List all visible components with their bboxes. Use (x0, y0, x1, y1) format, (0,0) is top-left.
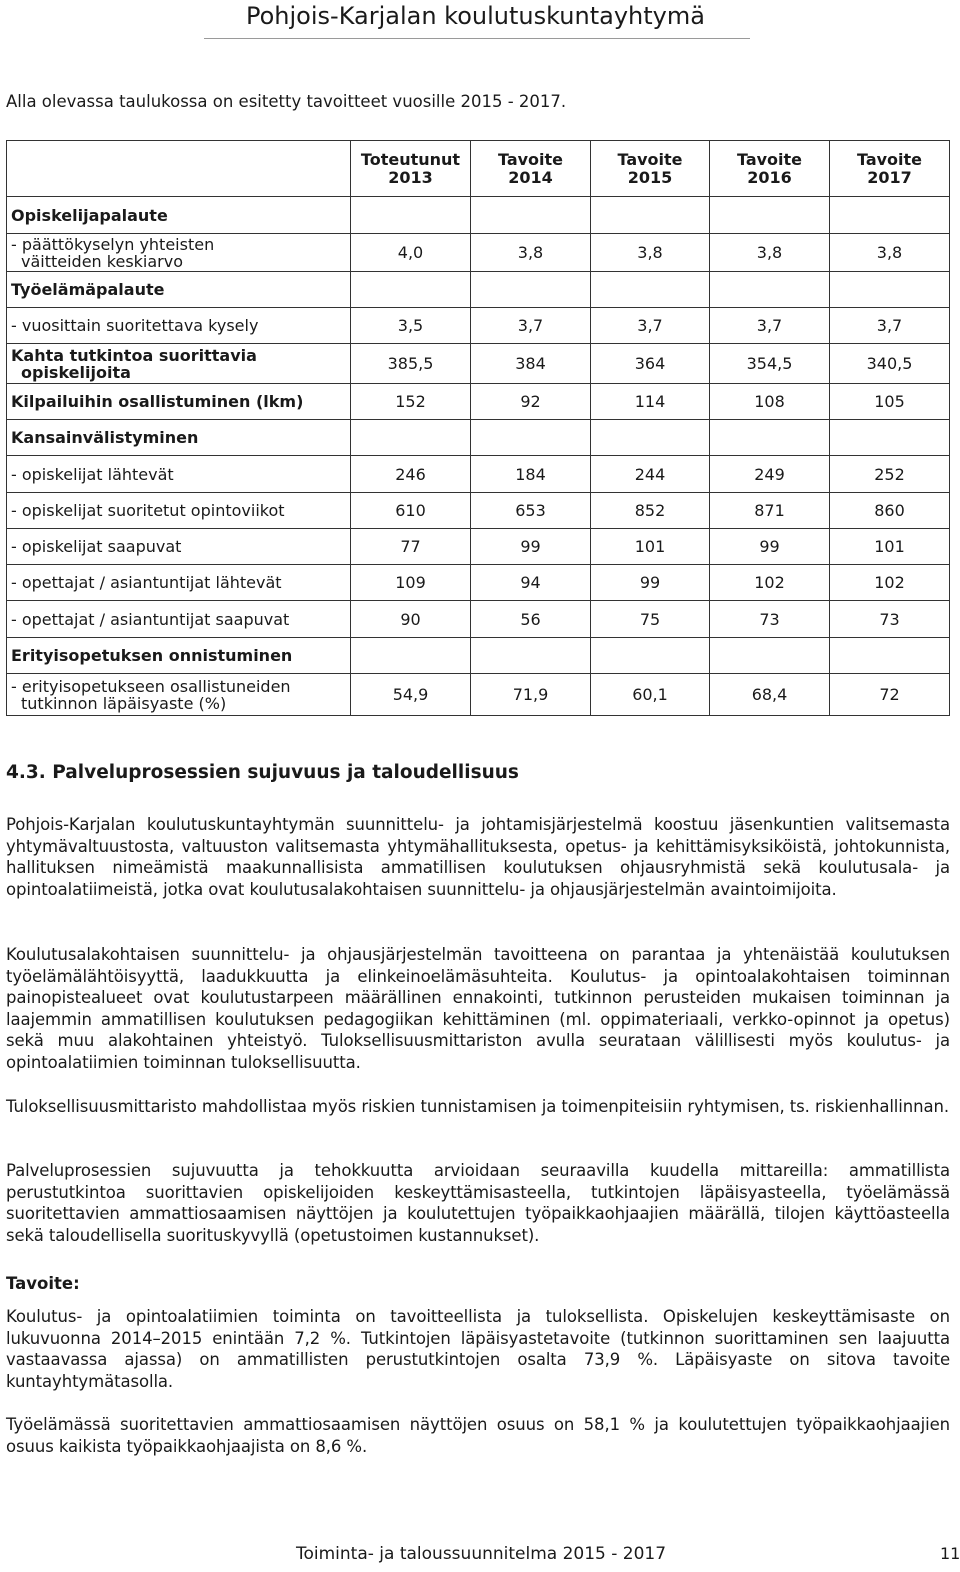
column-header: Toteutunut 2013 (351, 141, 471, 197)
row-label: - opiskelijat saapuvat (7, 529, 351, 565)
table-cell (591, 420, 710, 456)
table-cell: 246 (351, 456, 471, 493)
table-cell: 252 (830, 456, 950, 493)
table-row (7, 456, 950, 493)
table-cell: 99 (591, 565, 710, 601)
row-label: - erityisopetukseen osallistuneiden tutkinnon läpäisyaste (%) (7, 674, 351, 716)
table-cell: 3,7 (471, 308, 591, 344)
row-label: Erityisopetuksen onnistuminen (7, 638, 351, 674)
footer-title: Toiminta- ja taloussuunnitelma 2015 - 2017 (296, 1544, 667, 1564)
table-cell (710, 272, 830, 308)
table-cell: 71,9 (471, 674, 591, 716)
table-cell (351, 272, 471, 308)
table-header-row (7, 141, 950, 197)
table-cell: 364 (591, 344, 710, 384)
paragraph: Tuloksellisuusmittaristo mahdollistaa myös riskien tunnistamisen ja toimenpiteisiin ryhtymisen, ts. riskienhallinnan. (6, 1097, 950, 1116)
table-cell: 184 (471, 456, 591, 493)
paragraph: Koulutus- ja opintoalatiimien toiminta on tavoitteellista ja tuloksellista. Opiskelujen keskeyttämisaste on lukuvuonna 2014–2015 enintään 7,2 %. Tutkintojen läpäisyastetavoite (tutkinnon suorittaminen sen laajuutta vastaavassa ajassa) on ammatillisten perustutkintojen osalta 73,9 %. Läpäisyaste on sitova tavoite kuntayhtymätasolla. (6, 1307, 950, 1391)
row-label: - opiskelijat lähtevät (7, 456, 351, 493)
table-cell: 72 (830, 674, 950, 716)
section-heading: 4.3. Palveluprosessien sujuvuus ja taloudellisuus (6, 762, 519, 783)
table-cell: 99 (471, 529, 591, 565)
table-cell (351, 420, 471, 456)
table-cell: 244 (591, 456, 710, 493)
column-header: Tavoite 2016 (710, 141, 830, 197)
table-cell (351, 197, 471, 234)
table-cell: 385,5 (351, 344, 471, 384)
table-cell: 3,5 (351, 308, 471, 344)
targets-table (6, 140, 950, 716)
table-row (7, 197, 950, 234)
intro-text: Alla olevassa taulukossa on esitetty tavoitteet vuosille 2015 - 2017. (6, 92, 567, 111)
table-cell (471, 420, 591, 456)
table-cell (830, 638, 950, 674)
table-cell: 101 (591, 529, 710, 565)
table-row (7, 272, 950, 308)
table-cell: 3,7 (710, 308, 830, 344)
table-cell: 152 (351, 384, 471, 420)
table-row (7, 234, 950, 272)
table-cell: 3,8 (591, 234, 710, 272)
table-cell (830, 420, 950, 456)
table-cell: 384 (471, 344, 591, 384)
table-cell: 56 (471, 601, 591, 638)
row-label: - opiskelijat suoritetut opintoviikot (7, 493, 351, 529)
table-cell (471, 272, 591, 308)
table-cell: 75 (591, 601, 710, 638)
table-cell (710, 420, 830, 456)
table-cell: 4,0 (351, 234, 471, 272)
tavoite-heading: Tavoite: (6, 1274, 80, 1293)
table-cell: 102 (830, 565, 950, 601)
column-header: Tavoite 2014 (471, 141, 591, 197)
page-number: 11 (940, 1544, 960, 1563)
table-cell: 3,8 (830, 234, 950, 272)
paragraph: Työelämässä suoritettavien ammattiosaamisen näyttöjen osuus on 58,1 % ja koulutettujen työpaikkaohjaajien osuus kaikista työpaikkaohjaajista on 8,6 %. (6, 1415, 950, 1456)
row-label: Kilpailuihin osallistuminen (lkm) (7, 384, 351, 420)
header-divider (204, 38, 750, 39)
row-label: - päättökyselyn yhteisten väitteiden keskiarvo (7, 234, 351, 272)
table-cell: 114 (591, 384, 710, 420)
row-label: Kansainvälistyminen (7, 420, 351, 456)
table-cell: 871 (710, 493, 830, 529)
table-cell (591, 272, 710, 308)
table-cell: 94 (471, 565, 591, 601)
table-row (7, 674, 950, 716)
table-cell (830, 197, 950, 234)
row-label: - vuosittain suoritettava kysely (7, 308, 351, 344)
table-row (7, 308, 950, 344)
table-cell: 249 (710, 456, 830, 493)
table-cell (830, 272, 950, 308)
table-row (7, 529, 950, 565)
table-cell: 3,8 (710, 234, 830, 272)
row-label: - opettajat / asiantuntijat saapuvat (7, 601, 351, 638)
table-row (7, 384, 950, 420)
table-cell: 102 (710, 565, 830, 601)
table-cell: 354,5 (710, 344, 830, 384)
table-cell: 3,7 (591, 308, 710, 344)
table-cell: 90 (351, 601, 471, 638)
table-cell: 108 (710, 384, 830, 420)
table-cell: 852 (591, 493, 710, 529)
table-row (7, 493, 950, 529)
row-label: - opettajat / asiantuntijat lähtevät (7, 565, 351, 601)
table-row (7, 420, 950, 456)
table-cell: 3,8 (471, 234, 591, 272)
table-cell (591, 197, 710, 234)
table-row (7, 344, 950, 384)
table-cell: 60,1 (591, 674, 710, 716)
table-cell: 73 (710, 601, 830, 638)
row-label: Opiskelijapalaute (7, 197, 351, 234)
row-label: Kahta tutkintoa suorittavia opiskelijoita (7, 344, 351, 384)
table-cell: 92 (471, 384, 591, 420)
table-cell: 3,7 (830, 308, 950, 344)
table-cell (710, 638, 830, 674)
table-header-empty (7, 141, 351, 197)
table-row (7, 638, 950, 674)
table-cell: 340,5 (830, 344, 950, 384)
table-cell (471, 638, 591, 674)
table-row (7, 601, 950, 638)
paragraph: Pohjois-Karjalan koulutuskuntayhtymän suunnittelu- ja johtamisjärjestelmä koostuu jäsenkuntien valitsemasta yhtymävaltuustosta, valtuuston valitsemasta yhtymähallituksesta, opetus- ja kehittämisyksiköistä, johtokunnista, hallituksen nimeämistä maakunnallisista ammatillisen koulutuksen ohjausryhmistä sekä koulutusala- ja opintoalatiimeistä, jotka ovat koulutusalakohtaisen suunnittelu- ja ohjausjärjestelmän avaintoimijoita. (6, 815, 950, 899)
paragraph: Palveluprosessien sujuvuutta ja tehokkuutta arvioidaan seuraavilla kuudella mittareilla: ammatillista perustutkintoa suorittavien opiskelijoiden keskeyttämisasteella, tutkintojen läpäisyasteella, työelämässä suoritettavien ammattiosaamisen näyttöjen ja koulutettujen työpaikkaohjaajien määrällä, tilojen käyttöasteella sekä taloudellisella suorituskyvyllä (opetustoimen kustannukset). (6, 1161, 950, 1245)
paragraph: Koulutusalakohtaisen suunnittelu- ja ohjausjärjestelmän tavoitteena on parantaa ja yhtenäistää koulutuksen työelämälähtöisyyttä, laadukkuutta ja elinkeinoelämäsuhteita. Koulutus- ja opintoalakohtaisen toiminnan painopistealueet ovat koulutustarpeen määrällinen ennakointi, tutkinnon perusteiden mukaisen toiminnan ja laajemmin ammatillisen koulutuksen pedagogiikan kehittäminen (ml. oppimateriaali, verkko-opinnot ja opetus) sekä muu alakohtainen yhteistyö. Tuloksellisuusmittariston avulla seurataan välillisesti myös koulutus- ja opintoalatiimien toiminnan tuloksellisuutta. (6, 945, 950, 1072)
table-cell: 109 (351, 565, 471, 601)
table-cell: 77 (351, 529, 471, 565)
table-cell: 54,9 (351, 674, 471, 716)
table-cell: 99 (710, 529, 830, 565)
table-cell: 73 (830, 601, 950, 638)
table-cell: 68,4 (710, 674, 830, 716)
table-cell: 105 (830, 384, 950, 420)
table-cell (351, 638, 471, 674)
table-cell: 101 (830, 529, 950, 565)
table-cell (471, 197, 591, 234)
table-cell (591, 638, 710, 674)
table-cell: 610 (351, 493, 471, 529)
table-row (7, 565, 950, 601)
table-cell: 653 (471, 493, 591, 529)
table-cell: 860 (830, 493, 950, 529)
page-header-title: Pohjois-Karjalan koulutuskuntayhtymä (246, 2, 705, 30)
column-header: Tavoite 2015 (591, 141, 710, 197)
table-cell (710, 197, 830, 234)
column-header: Tavoite 2017 (830, 141, 950, 197)
row-label: Työelämäpalaute (7, 272, 351, 308)
